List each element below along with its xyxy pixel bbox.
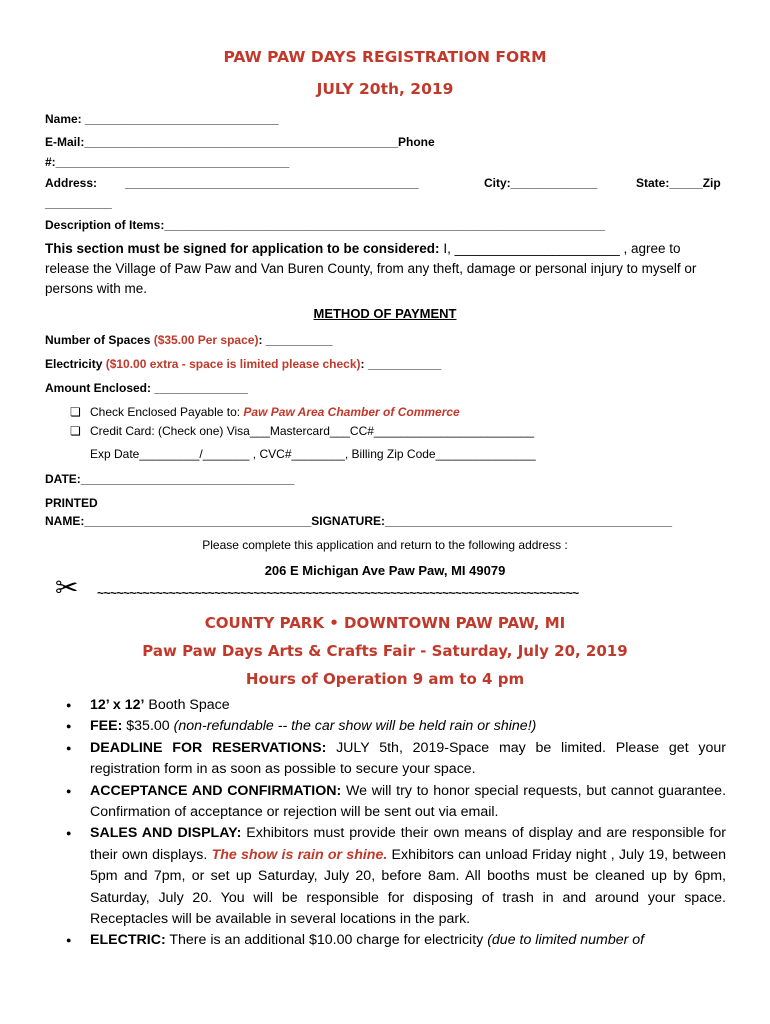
- check-option[interactable]: [70, 405, 460, 419]
- electric-label: ELECTRIC:: [90, 932, 166, 949]
- credit-card-option[interactable]: [70, 424, 534, 438]
- sales-rain-note: The show is rain or shine.: [211, 846, 388, 863]
- email-field[interactable]: E-Mail:_______________________________________________Phone: [45, 135, 435, 149]
- address-label: Address:: [45, 176, 98, 190]
- booth-size: 12’ x 12’: [90, 697, 145, 713]
- description-field[interactable]: Description of Items:__________________________________________________________________: [45, 218, 605, 232]
- fee-note: (non-refundable -- the car show will be held rain or shine!): [173, 718, 537, 735]
- list-item-deadline: [62, 738, 726, 781]
- electricity-label: Electricity: [45, 357, 106, 371]
- name-field[interactable]: Name: _____________________________: [45, 112, 279, 126]
- details-list: [62, 695, 726, 952]
- electric-note: (due to limited number of: [487, 932, 645, 949]
- cut-line: ~~~~~~~~~~~~~~~~~~~~~~~~~~~~~~~~~~~~~~~~~~~~~~~~~~~~~~~~~~~~~~~~~~~~~~~~~~: [97, 586, 579, 600]
- printed-label: PRINTED: [45, 496, 98, 510]
- release-line-3: persons with me.: [45, 281, 148, 296]
- state-zip-field[interactable]: State:_____Zip: [636, 176, 721, 190]
- spaces-field[interactable]: [45, 333, 333, 347]
- fair-title: Paw Paw Days Arts & Crafts Fair - Saturday, July 20, 2019: [142, 642, 628, 660]
- spaces-blank[interactable]: : __________: [258, 333, 333, 347]
- scissors-icon: ✂: [55, 571, 79, 604]
- deadline-label: DEADLINE FOR RESERVATIONS:: [90, 739, 327, 756]
- list-item-acceptance: [62, 781, 726, 824]
- electricity-price: ($10.00 extra - space is limited please check): [105, 357, 361, 371]
- electricity-blank[interactable]: : ___________: [360, 357, 442, 371]
- sales-text-2: Exhibitors can unload Friday night , July 19, between 5pm and 7pm, or set up Saturday, July 20, before 8am. All booths must be cleaned up by 6pm, Saturday, July 20. You will be responsible for disposing of trash in and around your space. Receptacles will be available in several locations in the park.: [90, 846, 726, 928]
- list-item-electric: [62, 930, 726, 951]
- credit-card-label: Credit Card: (Check one) Visa___Mastercard___CC#________________________: [90, 424, 535, 438]
- checkbox-icon[interactable]: ❏: [70, 424, 81, 438]
- fee-label: FEE:: [90, 718, 123, 735]
- return-address: 206 E Michigan Ave Paw Paw, MI 49079: [264, 563, 506, 578]
- address-field[interactable]: ____________________________________________: [125, 176, 419, 190]
- release-line-1: [45, 241, 681, 256]
- exp-cvc-field[interactable]: Exp Date_________/_______ , CVC#________, Billing Zip Code_______________: [90, 447, 536, 461]
- electricity-field[interactable]: [45, 357, 441, 371]
- event-location: COUNTY PARK • DOWNTOWN PAW PAW, MI: [204, 614, 566, 632]
- release-bold: This section must be signed for application to be considered:: [45, 241, 440, 256]
- check-label: Check Enclosed Payable to:: [90, 405, 244, 419]
- fee-value: $35.00: [122, 718, 174, 735]
- city-field[interactable]: City:_____________: [484, 176, 598, 190]
- acceptance-text: We will try to honor special requests, but cannot guarantee. Confirmation of acceptance or rejection will be sent out via email.: [90, 782, 727, 821]
- checkbox-icon[interactable]: ❏: [70, 405, 81, 419]
- list-item-booth: [62, 695, 726, 716]
- phone-field[interactable]: #:___________________________________: [45, 155, 290, 169]
- return-note: Please complete this application and return to the following address :: [202, 538, 568, 552]
- release-line-2: release the Village of Paw Paw and Van Buren County, from any theft, damage or personal injury to myself or: [45, 261, 697, 276]
- electric-text: There is an additional $10.00 charge for electricity: [165, 932, 488, 949]
- form-date: JULY 20th, 2019: [316, 80, 454, 98]
- spaces-price: ($35.00 Per space): [153, 333, 259, 347]
- check-payee: Paw Paw Area Chamber of Commerce: [243, 405, 460, 419]
- booth-text: Booth Space: [144, 697, 230, 713]
- release-signature-blank[interactable]: I, ______________________ , agree to: [439, 241, 681, 256]
- amount-field[interactable]: Amount Enclosed: ______________: [45, 381, 248, 395]
- deadline-text: JULY 5th, 2019-Space may be limited. Please get your registration form in as soon as possible to secure your space.: [90, 739, 727, 778]
- form-title: PAW PAW DAYS REGISTRATION FORM: [223, 48, 547, 66]
- payment-heading: METHOD OF PAYMENT: [313, 306, 457, 321]
- zip-field[interactable]: __________: [45, 196, 112, 210]
- spaces-label: Number of Spaces: [45, 333, 154, 347]
- name-signature-field[interactable]: NAME:__________________________________SIGNATURE:___________________________________________: [45, 514, 672, 528]
- date-field[interactable]: DATE:________________________________: [45, 472, 295, 486]
- hours-title: Hours of Operation 9 am to 4 pm: [245, 670, 525, 688]
- acceptance-label: ACCEPTANCE AND CONFIRMATION:: [90, 782, 342, 799]
- list-item-fee: [62, 716, 726, 737]
- list-item-sales: [62, 823, 726, 930]
- sales-label: SALES AND DISPLAY:: [90, 825, 242, 842]
- sales-text-1: Exhibitors must provide their own means of display and are responsible for their own displays.: [90, 825, 726, 863]
